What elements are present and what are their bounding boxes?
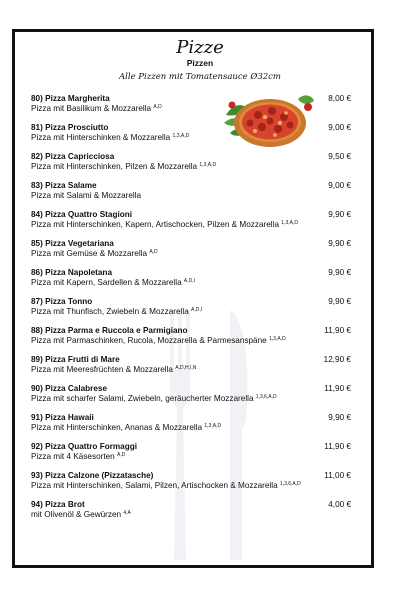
item-description: Pizza mit Hinterschinken & Mozzarella $^{1,3,A,D}$ (31, 133, 190, 142)
item-price: 9,90 € (328, 413, 351, 422)
item-description: Pizza mit Hinterschinken, Kapern, Artischocken, Pilzen & Mozzarella $^{1,3,A,D}$ (31, 220, 298, 229)
item-price: 11,00 € (324, 471, 351, 480)
item-name: 84) Pizza Quattro Stagioni (31, 210, 132, 219)
allergen-codes: A,D (149, 249, 158, 255)
allergen-codes: A,D,I (191, 307, 203, 313)
item-name: 86) Pizza Napoletana (31, 268, 112, 277)
item-price: 9,90 € (328, 239, 351, 248)
allergen-codes: A,D,H,I,N (175, 365, 197, 371)
item-name: 82) Pizza Capricciosa (31, 152, 115, 161)
menu-item (31, 268, 351, 297)
allergen-codes: A,D,I (183, 278, 196, 284)
item-price: 11,90 € (324, 326, 351, 335)
item-description: Pizza mit Gemüse & Mozzarella $^{A,D}$ (31, 249, 158, 258)
item-name: 93) Pizza Calzone (Pizzatasche) (31, 471, 154, 480)
item-name: 85) Pizza Vegetariana (31, 239, 114, 248)
menu-item (31, 326, 351, 355)
item-description: Pizza mit Salami & Mozzarella (31, 191, 142, 200)
item-name: 88) Pizza Parma e Ruccola e Parmigiano (31, 326, 188, 335)
item-description: Pizza mit Kapern, Sardellen & Mozzarella $^{A,D,I}$ (31, 278, 196, 287)
item-description: Pizza mit 4 Käsesorten $^{A,D}$ (31, 452, 126, 461)
item-name: 91) Pizza Hawaii (31, 413, 94, 422)
item-price: 9,90 € (328, 268, 351, 277)
item-name: 94) Pizza Brot (31, 500, 85, 509)
menu-item (31, 384, 351, 413)
menu-item (31, 94, 351, 123)
item-description: Pizza mit Meeresfrüchten & Mozzarella $^{A,D,H,I,N}$ (31, 365, 197, 374)
allergen-codes: 1,3,6,A,D (255, 394, 277, 400)
menu-item (31, 297, 351, 326)
item-price: 9,90 € (328, 297, 351, 306)
item-name: 90) Pizza Calabrese (31, 384, 108, 393)
allergen-codes: 1,3,A,D (199, 162, 217, 168)
item-description: Pizza mit Hinterschinken, Ananas & Mozzarella $^{1,3,A,D}$ (31, 423, 222, 432)
page-subtitle: Pizzen (186, 58, 214, 68)
allergen-codes: 1,3,6,A,D (279, 481, 301, 487)
allergen-codes: 1,3,A,D (269, 336, 286, 342)
allergen-codes: 1,3,A,D (172, 133, 190, 139)
menu-item (31, 181, 351, 210)
menu-list (31, 94, 351, 529)
menu-item (31, 239, 351, 268)
allergen-codes: A,D (117, 452, 126, 458)
menu-item (31, 152, 351, 181)
item-name: 80) Pizza Margherita (31, 94, 110, 103)
allergen-codes: A,D (153, 104, 162, 110)
item-description: Pizza mit Thunfisch, Zwiebeln & Mozzarella $^{A,D,I}$ (31, 307, 203, 316)
allergen-codes: 1,3,A,D (204, 423, 222, 429)
menu-item (31, 355, 351, 384)
menu-item (31, 123, 351, 152)
item-price: 9,00 € (328, 123, 351, 132)
item-price: 9,90 € (328, 210, 351, 219)
item-description: Pizza mit Parmaschinken, Rucola, Mozzarella & Parmesanspäne $^{1,3,A,D}$ (31, 336, 286, 345)
item-description: mit Olivenöl & Gewürzen $^{4,A}$ (31, 510, 131, 519)
item-price: 8,00 € (328, 94, 351, 103)
item-price: 9,50 € (328, 152, 351, 161)
item-name: 87) Pizza Tonno (31, 297, 93, 306)
item-name: 89) Pizza Frutti di Mare (31, 355, 120, 364)
item-price: 9,00 € (328, 181, 351, 190)
allergen-codes: 1,3,A,D (281, 220, 298, 226)
item-price: 11,90 € (324, 442, 351, 451)
item-description: Pizza mit Hinterschinken, Salami, Pilzen, Artischocken & Mozzarella $^{1,3,6,A,D}$ (31, 481, 301, 490)
menu-item (31, 500, 351, 529)
item-description: Pizza mit Basilikum & Mozzarella $^{A,D}$ (31, 104, 162, 113)
menu-item (31, 471, 351, 500)
item-price: 12,90 € (323, 355, 351, 364)
item-name: 83) Pizza Salame (31, 181, 97, 190)
item-description: Pizza mit Hinterschinken, Pilzen & Mozzarella $^{1,3,A,D}$ (31, 162, 217, 171)
menu-item (31, 413, 351, 442)
item-name: 92) Pizza Quattro Formaggi (31, 442, 137, 451)
size-note: Alle Pizzen mit Tomatensauce Ø32cm (119, 72, 281, 82)
item-description: Pizza mit scharfer Salami, Zwiebeln, geräucherter Mozzarella $^{1,3,6,A,D}$ (31, 394, 277, 403)
item-name: 81) Pizza Prosciutto (31, 123, 109, 132)
allergen-codes: 4,A (123, 510, 131, 516)
page-title: Pizze (176, 37, 224, 58)
menu-header (0, 38, 400, 83)
item-price: 11,90 € (324, 384, 351, 393)
item-price: 4,00 € (328, 500, 351, 509)
menu-item (31, 210, 351, 239)
menu-item (31, 442, 351, 471)
